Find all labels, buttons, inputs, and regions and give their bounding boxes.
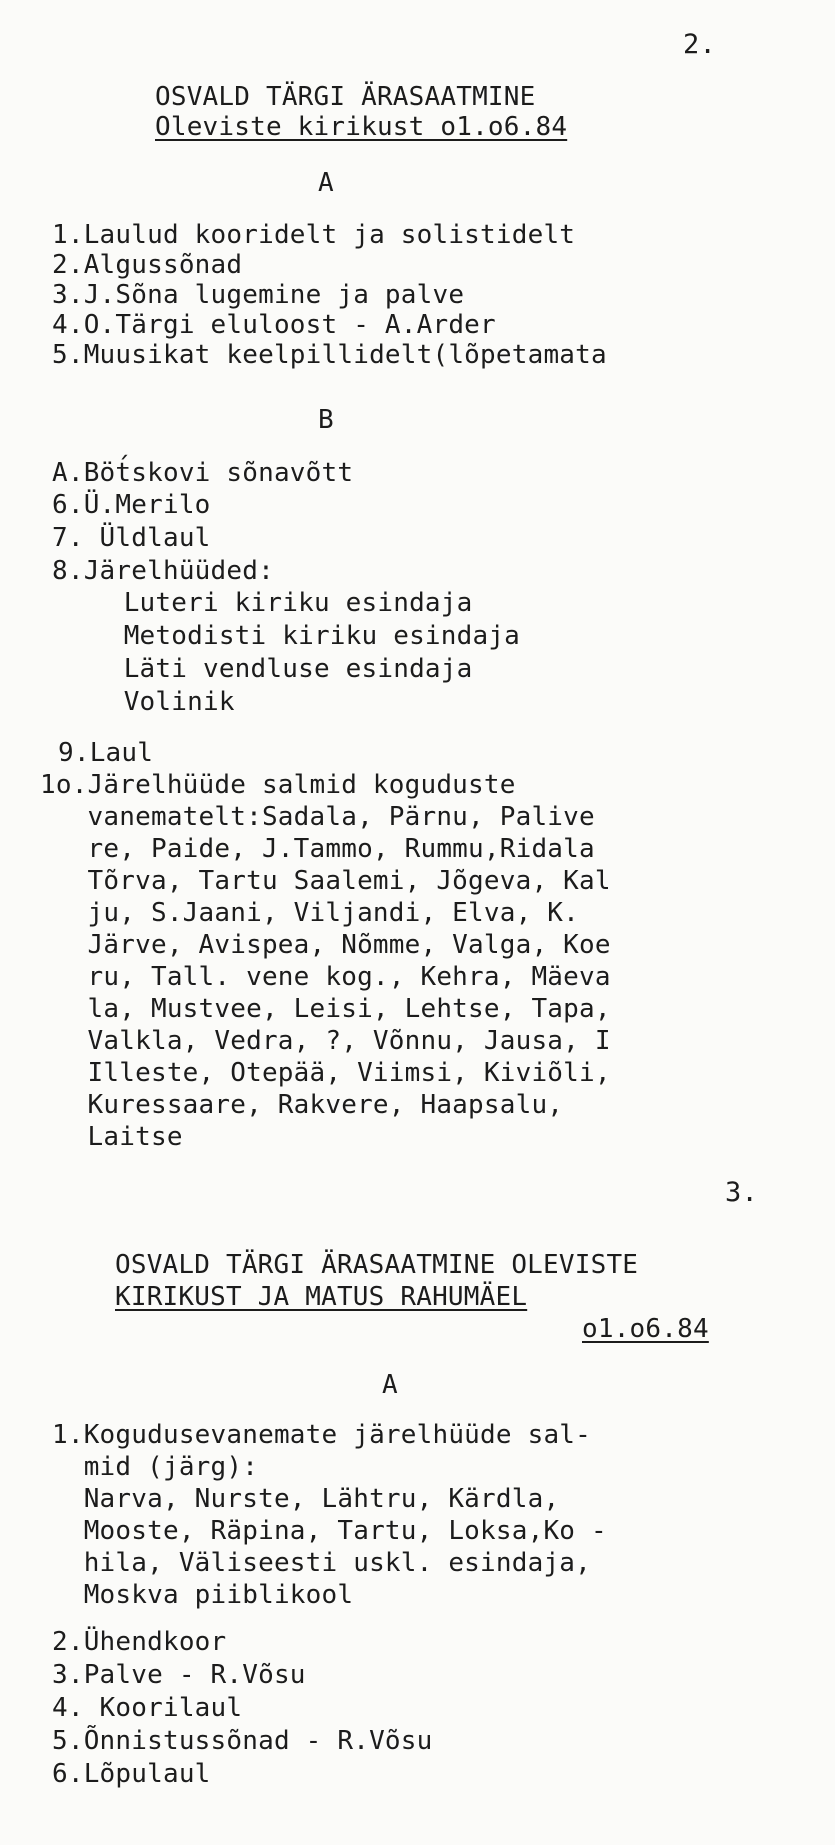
list-item: Illeste, Otepää, Viimsi, Kiviõli, [40,1058,611,1088]
list-item: Valkla, Vedra, ?, Võnnu, Jausa, I [40,1026,611,1056]
list-item: 2.Algussõnad [52,250,243,280]
list-item: Metodisti kiriku esindaja [92,621,521,651]
list-item: Kuressaare, Rakvere, Haapsalu, [40,1090,564,1120]
heading-title: OSVALD TÄRGI ÄRASAATMINE OLEVISTE [115,1250,639,1280]
section-a-label: A [318,168,334,198]
heading-title: OSVALD TÄRGI ÄRASAATMINE [155,82,536,112]
list-item: Laitse [40,1122,183,1152]
list-item: 3.Palve - R.Võsu [52,1660,306,1690]
list-item: ju, S.Jaani, Viljandi, Elva, K. [40,898,580,928]
list-item: ru, Tall. vene kog., Kehra, Mäeva [40,962,611,992]
list-item: mid (järg): [52,1452,259,1482]
list-item: 1o.Järelhüüde salmid koguduste [40,770,516,800]
heading-subtitle: KIRIKUST JA MATUS RAHUMÄEL [115,1282,528,1312]
list-item: 7. Üldlaul [52,523,211,553]
list-item: Narva, Nurste, Lähtru, Kärdla, [52,1484,560,1514]
list-item: la, Mustvee, Leisi, Lehtse, Tapa, [40,994,611,1024]
list-item: vanematelt:Sadala, Pärnu, Palive [40,802,595,832]
list-item: Järve, Avispea, Nõmme, Valga, Koe [40,930,611,960]
list-item: 4.O.Tärgi eluloost - A.Arder [52,310,496,340]
heading-subtitle: Oleviste kirikust o1.o6.84 [155,112,568,142]
list-item: Läti vendluse esindaja [92,654,473,684]
list-item: 6.Lõpulaul [52,1759,211,1789]
list-item: 3.J.Sõna lugemine ja palve [52,280,465,310]
list-item: re, Paide, J.Tammo, Rummu,Ridala [40,834,595,864]
page-number-2: 2. [683,29,716,60]
list-item: 1.Laulud kooridelt ja solistidelt [52,220,576,250]
list-item: 6.Ü.Merilo [52,490,211,520]
list-item: 5.Õnnistussõnad - R.Võsu [52,1726,433,1756]
heading-date: o1.o6.84 [582,1314,709,1344]
list-item: 8.Järelhüüded: [52,556,274,586]
list-item: 4. Koorilaul [52,1693,243,1723]
list-item: Mooste, Räpina, Tartu, Loksa,Ko - [52,1516,607,1546]
section-b-label: B [318,405,334,435]
list-item: 5.Muusikat keelpillidelt(lõpetamata [52,340,607,370]
list-item: 2.Ühendkoor [52,1627,227,1657]
list-item: Tõrva, Tartu Saalemi, Jõgeva, Kal [40,866,611,896]
list-item: hila, Väliseesti uskl. esindaja, [52,1548,592,1578]
list-item: Luteri kiriku esindaja [92,588,473,618]
list-item: A.Böt́skovi sõnavõtt [52,458,354,488]
page-number-3: 3. [725,1177,758,1208]
list-item: Volinik [92,687,235,717]
list-item: 9.Laul [58,738,154,768]
section-a-label: A [382,1370,398,1400]
list-item: Moskva piiblikool [52,1580,354,1610]
list-item: 1.Kogudusevanemate järelhüüde sal- [52,1420,592,1450]
